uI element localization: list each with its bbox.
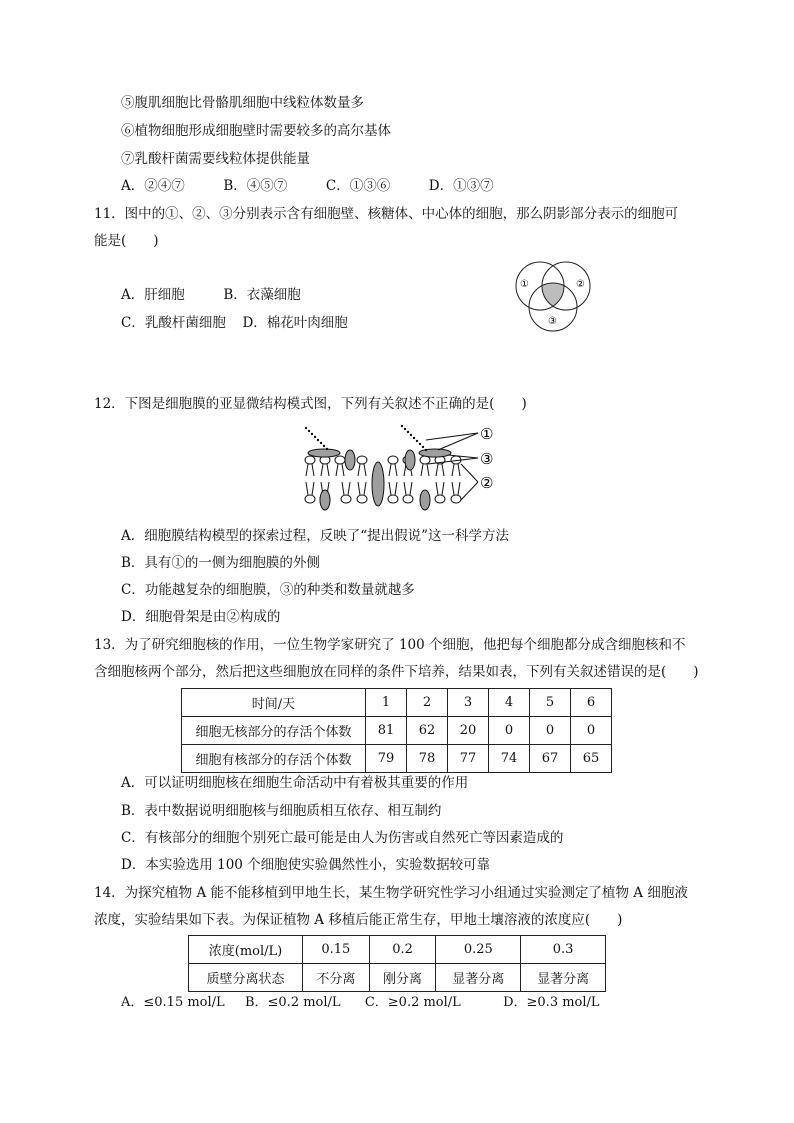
- table-row: [182, 745, 612, 773]
- table-header-cell: 5: [530, 689, 571, 717]
- table-cell: 0: [571, 717, 612, 745]
- table-cell: 81: [366, 717, 407, 745]
- table-header-cell: 0.25: [436, 936, 521, 964]
- venn-label-2: ②: [576, 279, 585, 290]
- glycoprotein-left: [308, 449, 340, 457]
- table-header-cell: 浓度(mol/L): [189, 936, 303, 964]
- venn-label-3: ③: [548, 316, 557, 327]
- table-cell: 0: [530, 717, 571, 745]
- q14-stem-line2: 浓度，实验结果如下表。为保证植物 A 移植后能正常生存，甲地土壤溶液的浓度应( ): [94, 912, 623, 928]
- q13-survival-table: [181, 688, 612, 773]
- table-cell: 78: [407, 745, 448, 773]
- membrane-label-1: ①: [480, 425, 494, 443]
- q11-option-d[interactable]: D．棉花叶肉细胞: [242, 315, 348, 331]
- q14-option-c[interactable]: C．≥0.2 mol/L: [364, 995, 461, 1010]
- q11-option-b[interactable]: B．衣藻细胞: [223, 287, 301, 303]
- table-cell: 显著分离: [436, 964, 521, 992]
- q12-option-b[interactable]: B．具有①的一侧为细胞膜的外侧: [121, 555, 320, 571]
- q12-option-c[interactable]: C．功能越复杂的细胞膜，③的种类和数量就越多: [121, 582, 415, 598]
- cell-membrane-diagram: [298, 420, 508, 515]
- q10-option-a[interactable]: A．②④⑦: [121, 178, 185, 194]
- q10-item-6: ⑥植物细胞形成细胞壁时需要较多的高尔基体: [121, 123, 391, 139]
- table-cell: 细胞有核部分的存活个体数: [182, 745, 366, 773]
- q11-options-row1: [121, 286, 301, 304]
- q13-stem-line2: 含细胞核两个部分，然后把这些细胞放在同样的条件下培养，结果如表，下列有关叙述错误的是( ): [94, 664, 699, 680]
- q13-stem-line1: 13．为了研究细胞核的作用，一位生物学家研究了 100 个细胞，他把每个细胞都分成含细胞核和不: [94, 637, 686, 653]
- q13-option-d[interactable]: D．本实验选用 100 个细胞使实验偶然性小，实验数据较可靠: [121, 857, 491, 873]
- table-cell: 67: [530, 745, 571, 773]
- protein-embedded-2: [320, 490, 330, 510]
- q14-plasmolysis-table: [188, 935, 606, 992]
- q14-stem-line1: 14．为探究植物 A 能不能移植到甲地生长，某生物学研究性学习小组通过实验测定了植物 A 细胞液: [94, 885, 688, 901]
- protein-embedded-1: [345, 450, 355, 470]
- q12-option-d[interactable]: D．细胞骨架是由②构成的: [121, 609, 281, 625]
- table-cell: 62: [407, 717, 448, 745]
- protein-embedded-4: [420, 490, 430, 510]
- table-header-cell: 0.3: [521, 936, 606, 964]
- protein-transmembrane: [372, 462, 384, 506]
- membrane-label-3: ③: [480, 450, 494, 468]
- table-header-cell: 3: [448, 689, 489, 717]
- table-header-cell: 0.15: [303, 936, 370, 964]
- q14-options: [121, 994, 600, 1012]
- table-header-cell: 4: [489, 689, 530, 717]
- table-cell: 65: [571, 745, 612, 773]
- table-header-cell: 0.2: [369, 936, 436, 964]
- table-cell: 77: [448, 745, 489, 773]
- table-header-cell: 时间/天: [182, 689, 366, 717]
- q14-option-d[interactable]: D．≥0.3 mol/L: [503, 995, 600, 1010]
- q11-stem-line2: 能是( ): [94, 233, 159, 249]
- q11-option-a[interactable]: A．肝细胞: [121, 287, 185, 303]
- table-cell: 79: [366, 745, 407, 773]
- q11-option-c[interactable]: C．乳酸杆菌细胞: [121, 315, 226, 331]
- q10-item-5: ⑤腹肌细胞比骨骼肌细胞中线粒体数量多: [121, 95, 364, 111]
- q12-option-a[interactable]: A．细胞膜结构模型的探索过程，反映了“提出假说”这一科学方法: [121, 528, 510, 544]
- membrane-label-2: ②: [480, 474, 494, 492]
- q14-option-a[interactable]: A．≤0.15 mol/L: [121, 995, 225, 1010]
- q13-option-a[interactable]: A．可以证明细胞核在细胞生命活动中有着极其重要的作用: [121, 775, 469, 791]
- q11-options-row2: [121, 314, 348, 332]
- table-cell: 0: [489, 717, 530, 745]
- table-header-row: [189, 936, 606, 964]
- table-header-row: [182, 689, 612, 717]
- table-cell: 细胞无核部分的存活个体数: [182, 717, 366, 745]
- q13-option-c[interactable]: C．有核部分的细胞个别死亡最可能是由人为伤害或自然死亡等因素造成的: [121, 830, 564, 846]
- q10-item-7: ⑦乳酸杆菌需要线粒体提供能量: [121, 151, 310, 167]
- q13-option-b[interactable]: B．表中数据说明细胞核与细胞质相互依存、相互制约: [121, 803, 442, 819]
- table-cell: 质壁分离状态: [189, 964, 303, 992]
- q10-options: [121, 177, 494, 195]
- venn-label-1: ①: [520, 279, 529, 290]
- table-cell: 不分离: [303, 964, 370, 992]
- glycoprotein-right: [419, 449, 451, 457]
- q14-option-b[interactable]: B．≤0.2 mol/L: [244, 995, 341, 1010]
- q10-option-d[interactable]: D．①③⑦: [428, 178, 494, 194]
- table-row: [182, 717, 612, 745]
- protein-embedded-3: [405, 450, 415, 470]
- venn-diagram: [508, 254, 608, 354]
- table-cell: 刚分离: [369, 964, 436, 992]
- q12-stem: 12．下图是细胞膜的亚显微结构模式图，下列有关叙述不正确的是( ): [94, 396, 527, 412]
- table-row: [189, 964, 606, 992]
- q10-option-b[interactable]: B．④⑤⑦: [223, 178, 288, 194]
- q10-option-c[interactable]: C．①③⑥: [325, 178, 391, 194]
- table-header-cell: 6: [571, 689, 612, 717]
- table-header-cell: 1: [366, 689, 407, 717]
- table-header-cell: 2: [407, 689, 448, 717]
- table-cell: 显著分离: [521, 964, 606, 992]
- table-cell: 74: [489, 745, 530, 773]
- table-cell: 20: [448, 717, 489, 745]
- q11-stem-line1: 11．图中的①、②、③分别表示含有细胞壁、核糖体、中心体的细胞，那么阴影部分表示的细胞可: [94, 206, 679, 222]
